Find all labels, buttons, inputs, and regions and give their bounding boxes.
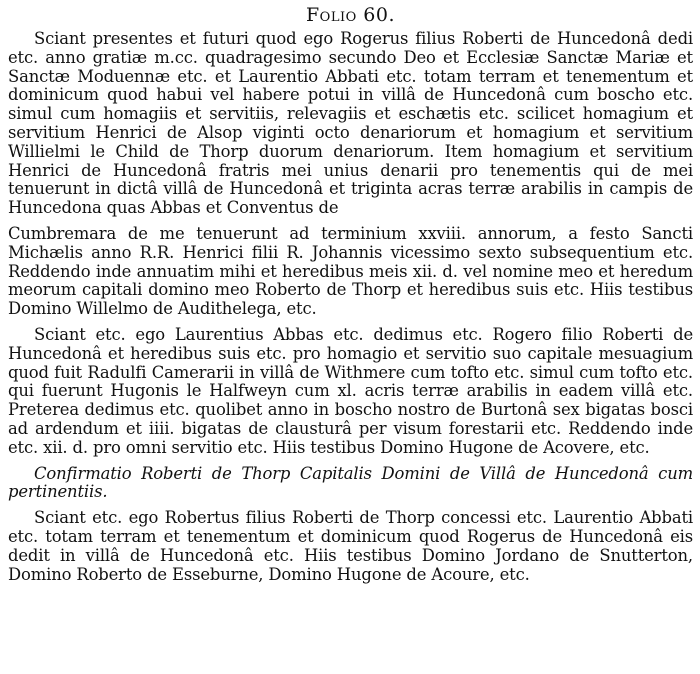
charter-paragraph-1-part-2: Cumbremara de me tenuerunt ad terminium xxviii. annorum, a festo Sancti Michælis anno R.R. Henrici filii R. Johannis vicessimo sexto subsequentium etc. Reddendo inde annuatim mihi et heredibus meis xii. d. vel nomine meo et heredum meorum capitali domino meo Roberto de Thorp et heredibus suis etc. Hiis testibus Domino Willelmo de Audithelega, etc. (8, 223, 693, 319)
confirmation-caption: Confirmatio Roberti de Thorp Capitalis Domini de Villâ de Huncedonâ cum pertinentiis. (8, 463, 693, 502)
charter-paragraph-3: Sciant etc. ego Robertus filius Roberti de Thorp concessi etc. Laurentio Abbati etc. totam terram et tenementum et dominicum quod Rogerus de Huncedonâ eis dedit in villâ de Huncedonâ etc. Hiis testibus Domino Jordano de Snutterton, Domino Roberto de Esseburne, Domino Hugone de Acoure, etc. (8, 508, 693, 584)
charter-paragraph-2: Sciant etc. ego Laurentius Abbas etc. dedimus etc. Rogero filio Roberti de Huncedonâ et heredibus suis etc. pro homagio et servitio suo capitale mesuagium quod fuit Radulfi Camerarii in villâ de Withmere cum tofto etc. simul cum tofto etc. qui fuerunt Hugonis le Halfweyn cum xl. acris terræ arabilis in eadem villâ etc. Preterea dedimus etc. quolibet anno in boscho nostro de Burtonâ sex bigatas bosci ad ardendum et iiii. bigatas de clausturâ per visum forestarii etc. Reddendo inde etc. xii. d. pro omni servitio etc. Hiis testibus Domino Hugone de Acovere, etc. (8, 324, 693, 457)
folio-heading: Folio 60. (305, 4, 396, 26)
charter-paragraph-1-part-1: Sciant presentes et futuri quod ego Rogerus filius Roberti de Huncedonâ dedi etc. anno gratiæ m.cc. quadragesimo secundo Deo et Ecclesiæ Sanctæ Mariæ et Sanctæ Moduennæ etc. et Laurentio Abbati etc. totam terram et tenementum et dominicum quod habui vel habere potui in villâ de Huncedonâ cum boscho etc. simul cum homagiis et servitiis, relevagiis et eschætis etc. scilicet homagium et servitium Henrici de Alsop viginti octo denariorum et homagium et servitium Willielmi le Child de Thorp duorum denariorum. Item homagium et servitium Henrici de Huncedonâ fratris mei unius denarii pro tenementis qui de mei tenuerunt in dictâ villâ de Huncedonâ et triginta acras terræ arabilis in campis de Huncedona quas Abbas et Conventus de (8, 29, 693, 218)
